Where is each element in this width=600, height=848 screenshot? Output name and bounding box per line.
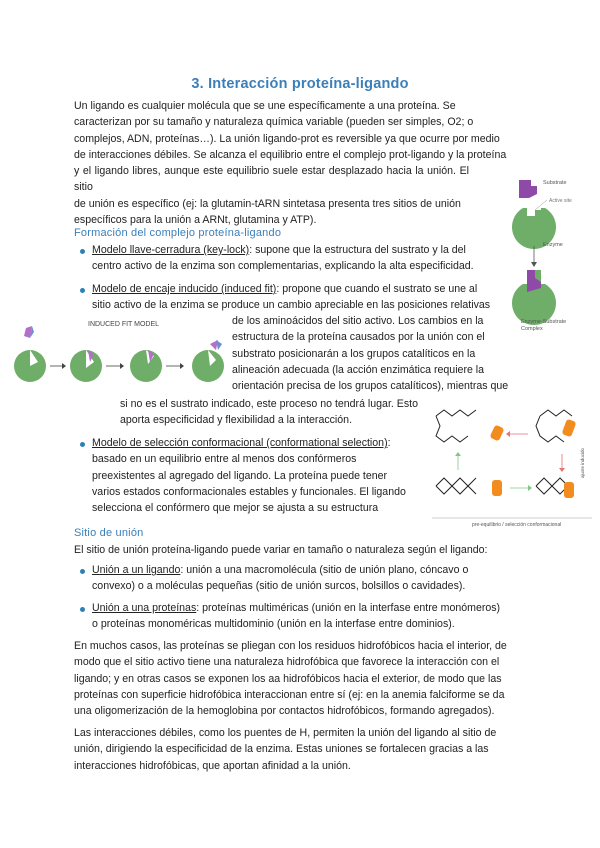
term: Modelo llave-cerradura (key-lock) — [92, 244, 250, 256]
bullet-induced-fit-end — [120, 396, 460, 429]
intro-line: y el ligando libres, aunque este equilibrio suele estar desplazado hacia la unión. El sitio — [74, 165, 469, 194]
text: En muchos casos, las proteínas se pliegan con los residuos hidrofóbicos hacia el interior, de — [74, 640, 507, 652]
figure-title: INDUCED FIT MODEL — [88, 321, 160, 328]
bullet-icon — [80, 569, 85, 574]
text: varios estados conformacionales estables y funcionales. El ligando — [92, 485, 406, 498]
bullet-induced-fit — [92, 281, 510, 314]
enzyme-label: Enzyme — [543, 242, 563, 248]
text: : unión a una macromolécula (sitio de unión plano, cóncavo o — [180, 564, 469, 576]
term: Modelo de encaje inducido (induced fit) — [92, 283, 277, 295]
text: sitio activo de la enzima se produce un cambio apreciable en las posiciones relativas — [92, 299, 491, 312]
complex-label: Complex — [521, 326, 543, 332]
text: alineación adecuada (la acción enzimática requiere la — [232, 363, 485, 376]
complex-label: Enzyme-Substrate — [521, 319, 567, 325]
text: interacciones hidrofóbicas, que aportan afinidad a la unión. — [74, 759, 351, 772]
text: proteínas con superficie hidrofóbica interaccionan entre sí (ej: en la anemia falciforme se da — [74, 688, 505, 701]
text: una oligomerización de la hemoglobina por contactos hidrofóbicos, formando agregados). — [74, 705, 495, 718]
bullet-icon — [80, 249, 85, 254]
bullet-key-lock — [92, 242, 510, 275]
text: estructura de la proteína causados por la unión con el — [232, 331, 485, 344]
bullet-protein-union — [92, 600, 526, 633]
text: : proteínas multiméricas (unión en la interfase entre monómeros) — [196, 602, 501, 614]
text: centro activo de la enzima son complementarias, explicando la alta especificidad. — [92, 260, 474, 273]
term: Modelo de selección conformacional (conformational selection) — [92, 437, 388, 449]
bullet-icon — [80, 442, 85, 447]
text: convexo) o a moléculas pequeñas (sitio de unión surcos, bolsillos o cavidades). — [92, 580, 466, 593]
conformational-selection-figure — [432, 398, 592, 530]
text: si no es el sustrato indicado, este proceso no tendrá lugar. Esto — [120, 398, 418, 410]
text: : — [387, 437, 391, 449]
intro-line: de interacciones débiles. Se alcanza el equilibrio entre el complejo prot-ligando y la proteína — [74, 148, 507, 161]
site-intro — [74, 542, 526, 558]
term: Unión a una proteínas — [92, 602, 197, 614]
text: selecciona el confórmero que mejor se ajusta a su estructura — [92, 502, 379, 515]
text: substrato posicionarán a los grupos catalíticos en la — [232, 347, 476, 360]
term: Unión a un ligando — [92, 564, 181, 576]
hydrophobic-paragraph — [74, 638, 526, 719]
bullet-ligand-union — [92, 562, 526, 595]
substrate-shape — [519, 180, 537, 198]
bullet-induced-fit-cont — [232, 313, 510, 394]
text: El sitio de unión proteína-ligando puede variar en tamaño o naturaleza según el ligando: — [74, 544, 488, 556]
substrate-label: Substrate — [543, 180, 567, 186]
figure-side-label: ajuste inducido — [580, 447, 585, 478]
enzyme-substrate-figure — [505, 172, 600, 342]
text: unión, dirigiendo la especificidad de la enzima. Estas uniones se fortalecen gracias a las — [74, 743, 489, 756]
intro-line: de unión es específico (ej: la glutamin-tARN sintetasa presenta tres sitios de unión — [74, 197, 461, 210]
intro-line: complejos, ADN, proteínas…). La unión ligando-prot es reversible ya que ocurre por medio — [74, 132, 500, 145]
section-heading: Sitio de unión — [74, 527, 144, 539]
weak-interactions-paragraph — [74, 725, 526, 774]
text: aporta especificidad y flexibilidad a la interacción. — [120, 414, 353, 427]
text: o proteínas monoméricas multidominio (unión en la interfase entre dominios). — [92, 618, 455, 631]
induced-fit-figure — [8, 316, 228, 396]
active-site-label: Active site — [549, 198, 572, 204]
text: ligando; y en otras casos se exponen los aa hidrofóbicos hacia el exterior, de modo que las — [74, 672, 502, 685]
text: : propone que cuando el sustrato se une al — [276, 283, 478, 295]
page-title: 3. Interacción proteína-ligando — [191, 76, 409, 92]
intro-line: específicos para la unión a ARNt, glutamina y ATP). — [74, 214, 317, 227]
text: : supone que la estructura del sustrato y la del — [249, 244, 466, 256]
intro-line: Un ligando es cualquier molécula que se une específicamente a una proteína. Se — [74, 100, 456, 112]
text: de los aminoácidos del sitio activo. Los cambios en la — [232, 315, 484, 327]
section-heading: Formación del complejo proteína-ligando — [74, 227, 282, 239]
intro-line: caracterizan por su tamaño y naturaleza química variable (pueden ser simples, O2; o — [74, 116, 474, 129]
bullet-icon — [80, 607, 85, 612]
bullet-conformational — [92, 435, 428, 516]
text: preexistentes al agregado del ligando. La proteína puede tener — [92, 469, 388, 482]
text: basado en un equilibrio entre al menos dos confórmeros — [92, 453, 357, 466]
text: modo que el sitio activo tiene una naturaleza hidrofóbica que favorece la interacción con el — [74, 656, 500, 669]
figure-caption: pre-equilibrio / selección conformacional — [472, 522, 562, 528]
text: Las interacciones débiles, como los puentes de H, permiten la unión del ligando al sitio de — [74, 727, 497, 739]
text: orientación precisa de los grupos catalíticos), mientras que — [232, 380, 509, 393]
intro-paragraph — [74, 98, 526, 228]
bullet-icon — [80, 288, 85, 293]
